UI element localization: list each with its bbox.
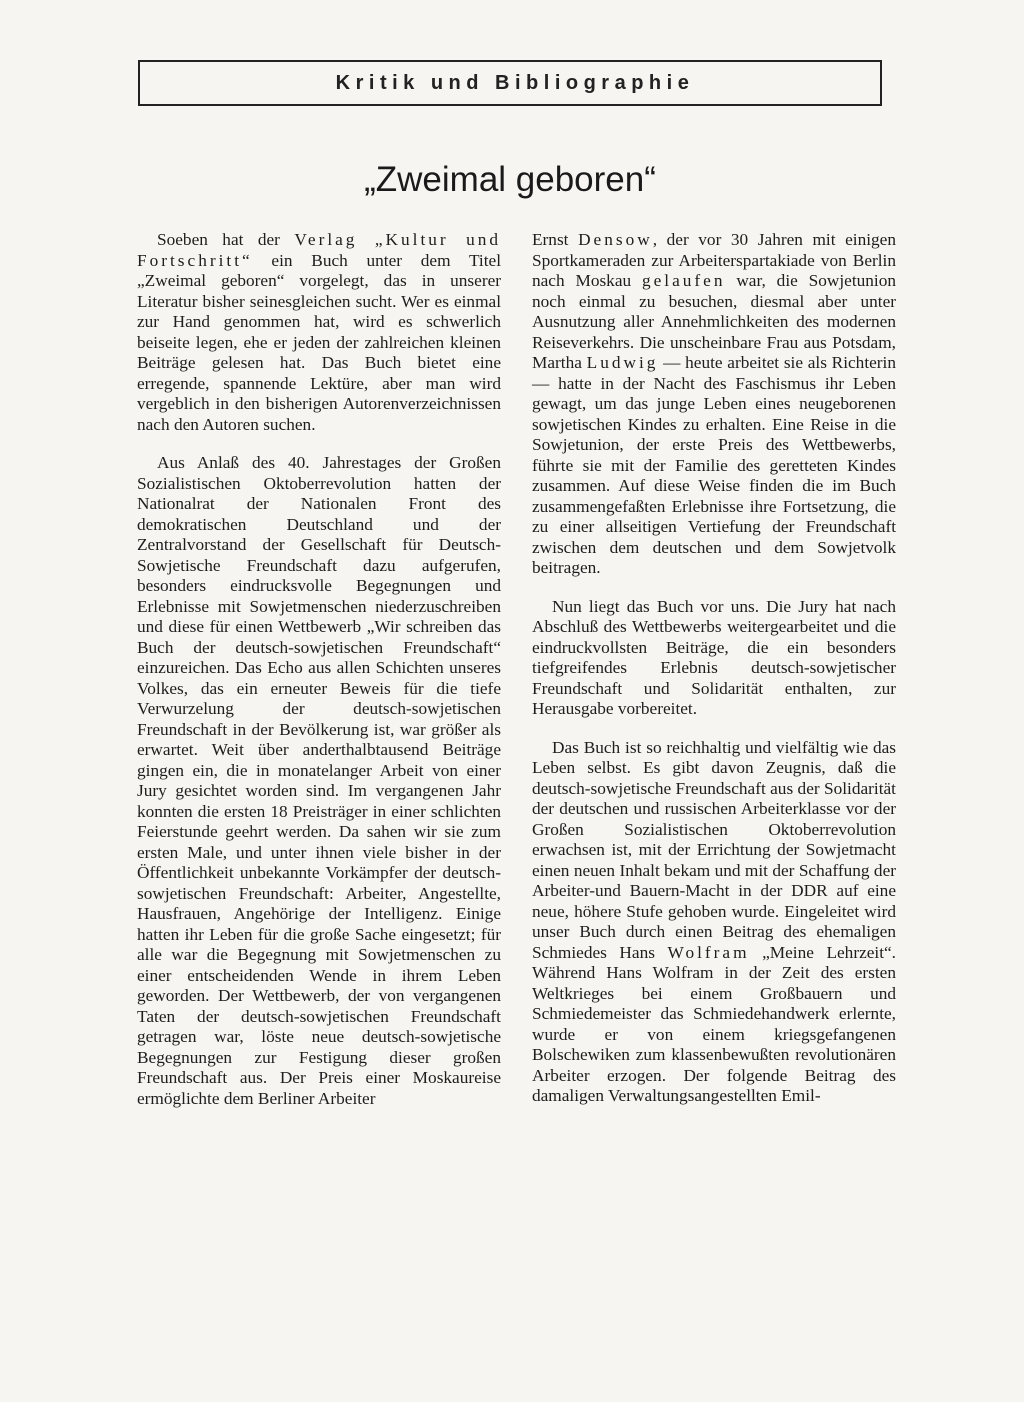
right-column [532, 230, 896, 1125]
spaced-text-densow: Densow [578, 230, 653, 249]
spaced-text-gelaufen: gelaufen [641, 271, 726, 290]
spaced-text-publisher: Verlag „Kultur und Fortschritt“ [137, 230, 502, 270]
text-run: — heute arbeitet sie als Richterin — hatte in der Nacht des Faschismus ihr Leben gewagt, um das junge Leben eines neugeborenen sowjetischen Kindes zu erhalten. Eine Reise in die Sowjetunion, der erste Preis des Wettbewerbs, führte sie mit der Familie des geretteten Kindes zusammen. Auf diese Weise finden die im Buch zusammengefaßten Erlebnisse ihre Fortsetzung, die zu einer allseitigen Vertiefung der Freundschaft zwischen dem deutschen und dem Sowjetvolk beitragen. [532, 353, 896, 577]
text-run: Soeben hat der [157, 230, 295, 249]
spaced-text-ludwig: Ludwig [586, 353, 659, 372]
text-run: war, die Sowjetunion noch einmal zu besuchen, diesmal aber unter Ausnutzung aller Annehmlichkeiten des modernen Reiseverkehrs. Die unscheinbare Frau aus Potsdam, Martha [532, 271, 896, 372]
text-run: Ernst [532, 230, 579, 249]
right-paragraph-3 [532, 738, 896, 1107]
right-paragraph-1 [532, 230, 896, 579]
text-run: „Meine Lehrzeit“. Während Hans Wolfram in der Zeit des ersten Weltkrieges bei einem Großbauern und Schmiedemeister das Schmiedehandwerk erlernte, wurde er von einem kriegsgefangenen Bolschewiken zum klassenbewußten revolutionären Arbeiter erzogen. Der folgende Beitrag des damaligen Verwaltungsangestellten Emil- [532, 942, 897, 1105]
right-paragraph-2: Nun liegt das Buch vor uns. Die Jury hat nach Abschluß des Wettbewerbs weitergearbeitet und die eindruckvollsten Beiträge, die ein besonders tiefgreifendes Erlebnis deutsch-sowjetischer Freundschaft und Solidarität enthalten, zur Herausgabe vorbereitet. [532, 596, 896, 718]
text-run: Das Buch ist so reichhaltig und vielfältig wie das Leben selbst. Es gibt davon Zeugnis, daß die deutsch-sowjetische Freundschaft aus der Solidarität der deutschen und russischen Arbeiterklasse vor der Großen Sozialistischen Oktoberrevolution erwachsen ist, mit der Errichtung der Sowjetmacht einen neuen Inhalt bekam und mit der Schaffung der Arbeiter-und Bauern-Macht in der DDR auf eine neue, höhere Stufe gehoben wurde. Eingeleitet wird unser Buch durch einen Beitrag des ehemaligen Schmiedes Hans [532, 737, 896, 962]
left-column [137, 230, 501, 1127]
section-header-title: Kritik und Bibliographie [335, 71, 695, 94]
section-header-box [138, 60, 882, 106]
text-run: ein Buch unter dem Titel „Zweimal geboren“ vorgelegt, das in unserer Literatur bisher seinesgleichen sucht. Wer es einmal zur Hand genommen hat, wird es schwerlich beiseite legen, ehe er jeden der zahlreichen kleinen Beiträge gelesen hat. Das Buch bietet eine erregende, spannende Lektüre, aber man wird vergeblich in den bisherigen Autorenverzeichnissen nach den Autoren suchen. [137, 250, 501, 434]
text-run: , der vor 30 Jahren mit einigen Sportkameraden zur Arbeiterspartakiade von Berlin nach Moskau [532, 230, 896, 290]
article-title: „Zweimal geboren“ [364, 160, 656, 199]
left-paragraph-1 [137, 230, 501, 435]
left-paragraph-2: Aus Anlaß des 40. Jahrestages der Großen Sozialistischen Oktoberrevolution hatten der Nationalrat der Nationalen Front des demokratischen Deutschland und der Zentralvorstand der Gesellschaft für Deutsch-Sowjetische Freundschaft dazu aufgerufen, besonders eindrucksvolle Begegnungen und Erlebnisse mit Sowjetmenschen niederzuschreiben und diese für einen Wettbewerb „Wir schreiben das Buch der deutsch-sowjetischen Freundschaft“ einzureichen. Das Echo aus allen Schichten unseres Volkes, das ein erneuter Beweis für die tiefe Verwurzelung der deutsch-sowjetischen Freundschaft in der Bevölkerung ist, war größer als erwartet. Weit über anderthalbtausend Beiträge gingen ein, die in monatelanger Arbeit von einer Jury gesichtet worden sind. Im vergangenen Jahr konnten die ersten 18 Preisträger in einer schlichten Feierstunde geehrt werden. Da sahen wir sie zum ersten Male, und unter ihnen viele bisher in der Öffentlichkeit unbekannte Vorkämpfer der deutsch-sowjetischen Freundschaft: Arbeiter, Angestellte, Hausfrauen, Angehörige der Intelligenz. Einige hatten ihr Leben für die große Sache eingesetzt; für alle war die Begegnung mit Sowjetmenschen zu einer entscheidenden Wende in ihrem Leben geworden. Der Wettbewerb, der von vergangenen Taten der deutsch-sowjetischen Freundschaft getragen war, löste neue deutsch-sowjetische Begegnungen zur Festigung dieser großen Freundschaft aus. Der Preis einer Moskaureise ermöglichte dem Berliner Arbeiter [137, 453, 501, 1108]
spaced-text-wolfram: Wolfram [667, 942, 750, 962]
